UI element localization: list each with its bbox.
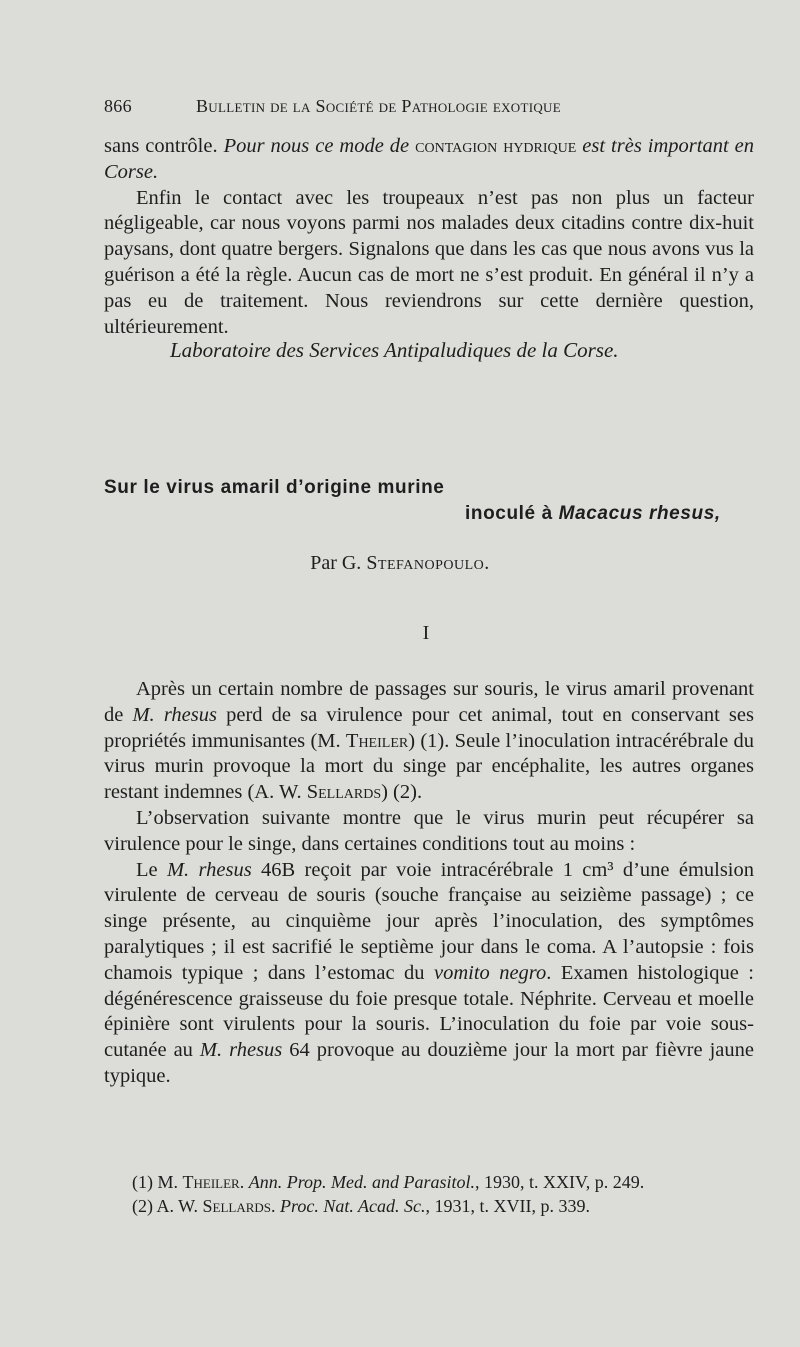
italic-run: est très important en Corse. (104, 135, 754, 183)
journal-name: Ann. Prop. Med. and Parasitol. (248, 1172, 476, 1192)
previous-article-paragraph-2: Enfin le contact avec les troupeaux n’est pas non plus un facteur négligeable, car nous voyons parmi nos malades deux citadins contre dix-huit paysans, dont quatre bergers. Signalons que dans les cas que nous avons vus la guérison a été la règle. Aucun cas de mort ne s’est produit. En général il n’y a pas eu de traitement. Nous reviendrons sur cette dernière question, ultérieurement. (104, 186, 754, 338)
author-name: Stefanopoulo. (366, 552, 490, 574)
text-run: Après un certain nombre de passages sur souris, le virus amaril provenant de (104, 678, 754, 726)
text-run: sans contrôle. (104, 135, 224, 157)
author-byline (0, 552, 800, 575)
body-paragraph-2: L’observation suivante montre que le virus murin peut récupérer sa virulence pour le singe, dans certaines conditions tout au moins : (104, 806, 754, 855)
italic-run: vomito negro (433, 961, 547, 984)
author-name: Theiler (182, 1172, 240, 1192)
article-title-line-1: Sur le virus amaril d’origine murine (104, 477, 445, 498)
page-number: 866 (104, 96, 132, 116)
species-name: M. rhesus (199, 1039, 283, 1062)
author-name: Theiler (345, 729, 409, 752)
journal-name: Proc. Nat. Acad. Sc. (280, 1196, 426, 1216)
text-run: 46B reçoit par voie intracérébrale 1 cm³ d’une émulsion virulente de cerveau de souris (souche française au seizième passage) ; ce singe présente, au cinquième jour après l’inoculation, des symptômes paralytiques ; il est sacrifié le septième jour dans le coma. A l’autopsie : fois chamois typique ; dans l’estomac du (104, 858, 755, 984)
running-title: Bulletin de la Société de Pathologie exotique (196, 96, 561, 116)
italic-run: Pour nous ce mode de (223, 135, 416, 157)
footnote-run: . (271, 1196, 281, 1216)
footnote-run: (2) A. W. (132, 1196, 203, 1216)
footnote-run: . (239, 1172, 249, 1192)
section-number: I (422, 622, 430, 644)
byline-prefix: Par G. (310, 552, 367, 574)
affiliation-line: Laboratoire des Services Antipaludiques de la Corse. (170, 338, 619, 362)
text-run: perd de sa virulence pour cet animal, tout en conservant ses propriétés immunisantes (M. (104, 703, 754, 752)
text-run: Le (136, 858, 167, 881)
running-header (104, 96, 764, 117)
body-paragraph-1 (104, 677, 754, 806)
article-body (104, 677, 754, 1090)
species-name: M. rhesus (132, 703, 217, 726)
previous-article-paragraph-1 (104, 134, 754, 186)
footnote-1 (132, 1170, 772, 1194)
species-name: Macacus rhesus, (558, 503, 721, 524)
text-run: ) (2). (381, 781, 423, 804)
title-run: inoculé à (465, 503, 559, 524)
footnote-run: , 1930, t. XXIV, p. 249. (475, 1172, 645, 1192)
footnote-run: (1) M. (132, 1172, 183, 1192)
smallcaps-run: contagion hydrique (415, 135, 577, 157)
footnote-2 (132, 1194, 772, 1218)
author-name: Sellards (202, 1196, 272, 1216)
text-run: . Examen histologique : dégénérescence graisseuse du foie presque totale. Néphrite. Cerveau et moelle épinière sont virulents pour la souris. L’inoculation du foie par voie sous-cutanée au (104, 961, 754, 1062)
body-paragraph-3 (104, 858, 754, 1090)
article-title-line-2 (465, 503, 721, 525)
author-name: Sellards (306, 781, 382, 804)
text-run: ) (1). Seule l’inoculation intracérébrale du virus murin provoque la mort du singe par encéphalite, les autres organes restant indemnes (A. W. (104, 729, 755, 804)
footnote-run: , 1931, t. XVII, p. 339. (425, 1196, 591, 1216)
species-name: M. rhesus (166, 858, 252, 881)
footnotes (132, 1170, 772, 1218)
text-run: 64 provoque au douzième jour la mort par fièvre jaune typique. (104, 1039, 754, 1087)
previous-article-text (104, 134, 754, 340)
